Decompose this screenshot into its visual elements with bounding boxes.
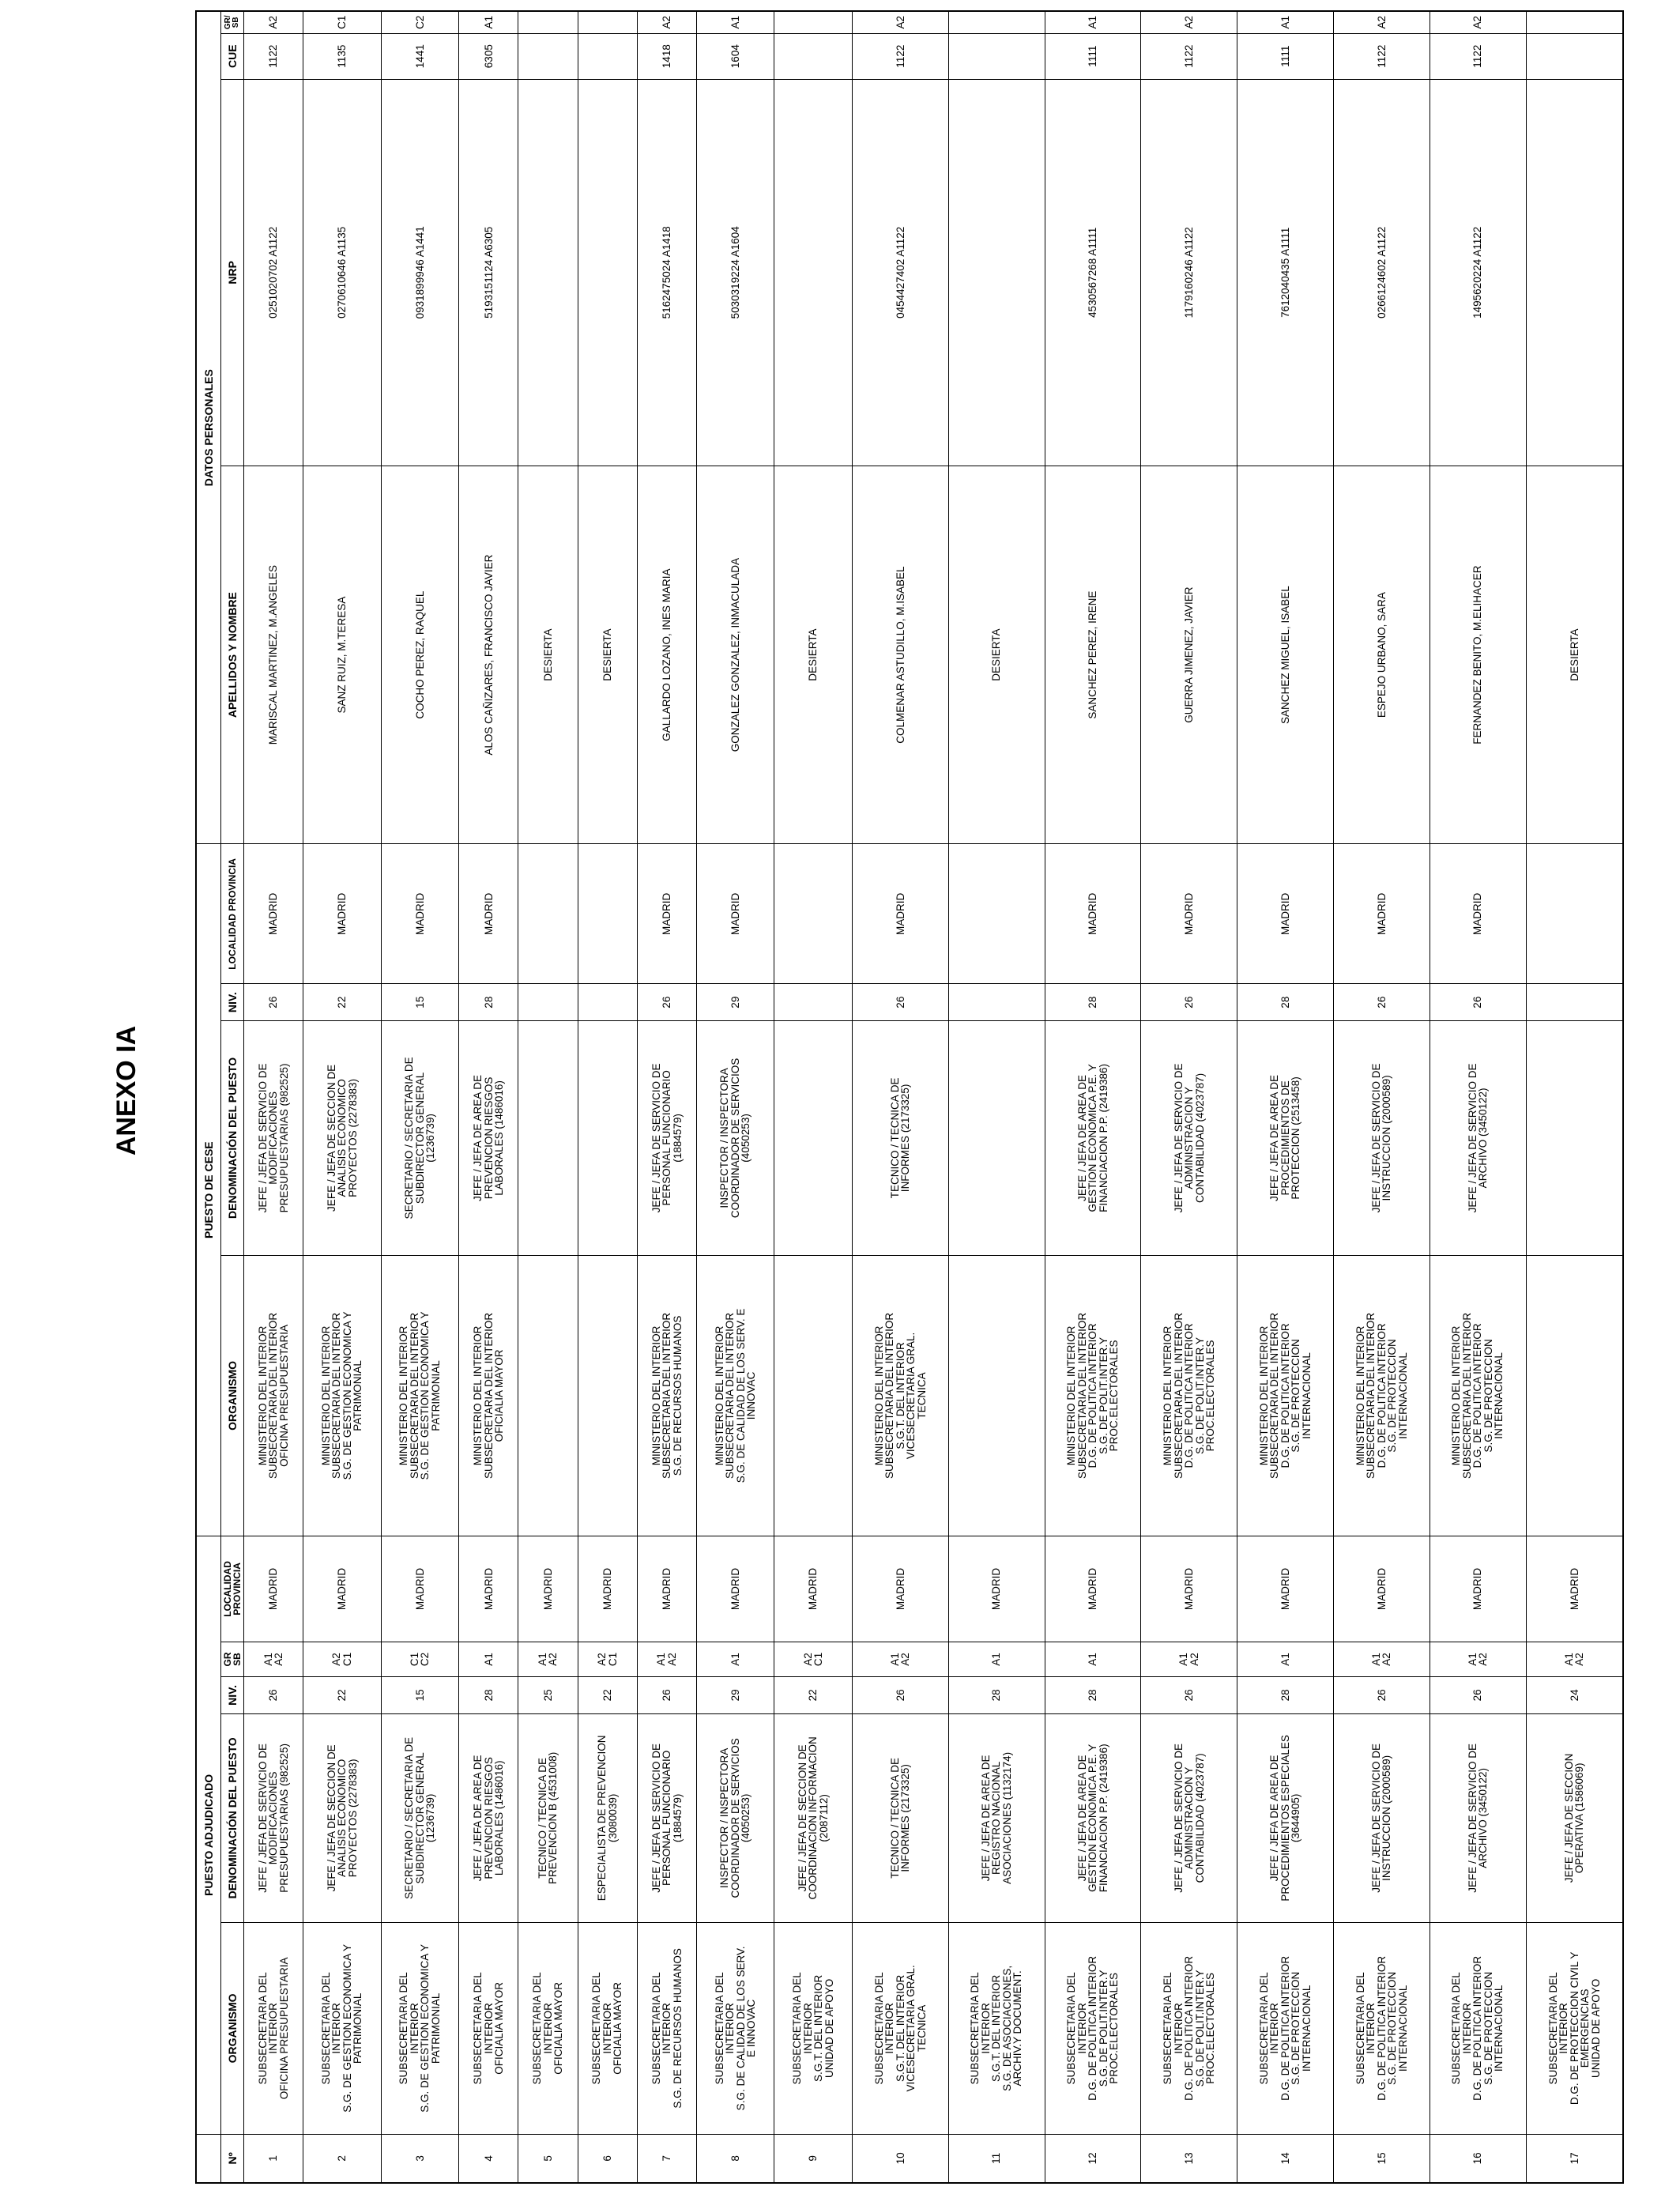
denominacion-cell: JEFE / JEFA DE SECCION DE COORDINACION INFORMACION (2087112) (774, 1713, 853, 1922)
nrp-cell (774, 79, 853, 466)
cese-niv-cell: 29 (696, 984, 774, 1021)
localidad-cell: MADRID (1526, 1536, 1623, 1642)
denominacion-cell: JEFE / JEFA DE SECCION DE ANALISIS ECONOMICO PROYECTOS (2278383) (303, 1713, 382, 1922)
denominacion-cell: INSPECTOR / INSPECTORA COORDINADOR DE SERVICIOS (4050253) (696, 1713, 774, 1922)
cese-organismo-cell: MINISTERIO DEL INTERIOR SUBSECRETARIA DEL INTERIOR D.G. DE POLITICA INTERIOR S.G. DE PROTECCION INTERNACIONAL (1430, 1255, 1526, 1536)
niv-cell: 22 (578, 1677, 637, 1714)
cese-organismo-cell: MINISTERIO DEL INTERIOR SUBSECRETARIA DEL INTERIOR S.G. DE RECURSOS HUMANOS (637, 1255, 696, 1536)
denominacion-cell: TECNICO / TECNICA DE INFORMES (2173325) (852, 1713, 948, 1922)
cue-cell (578, 33, 637, 79)
gr-sb-cell: A1 A2 (518, 1642, 578, 1676)
grsb-cell: A1 (459, 11, 518, 33)
apellidos-nombre-cell: GALLARDO LOZANO, INES MARIA (637, 466, 696, 844)
cese-denominacion-cell (948, 1020, 1045, 1255)
row-number: 15 (1334, 2134, 1430, 2183)
cese-niv-cell (774, 984, 853, 1021)
col-header-grsb-2: GR/ SB (221, 11, 244, 33)
localidad-cell: MADRID (518, 1536, 578, 1642)
cue-cell (774, 33, 853, 79)
row-number: 12 (1045, 2134, 1141, 2183)
organismo-cell: SUBSECRETARIA DEL INTERIOR D.G. DE POLITICA INTERIOR S.G. DE POLIT.INTER.Y PROC.ELECTORALES (1045, 1923, 1141, 2135)
cese-localidad-cell: MADRID (1237, 844, 1334, 984)
cue-cell: 1122 (244, 33, 303, 79)
cese-denominacion-cell: JEFE / JEFA DE SERVICIO DE MODIFICACIONES PRESUPUESTARIAS (982525) (244, 1020, 303, 1255)
gr-sb-cell: A2 C1 (303, 1642, 382, 1676)
nrp-cell (1526, 79, 1623, 466)
table-row (637, 11, 696, 2183)
localidad-cell: MADRID (244, 1536, 303, 1642)
grsb-cell: A2 (1430, 11, 1526, 33)
row-number: 5 (518, 2134, 578, 2183)
col-header-localidad: LOCALIDAD PROVINCIA (221, 1536, 244, 1642)
cese-organismo-cell (518, 1255, 578, 1536)
gr-sb-cell: A1 A2 (1430, 1642, 1526, 1676)
cese-organismo-cell (1526, 1255, 1623, 1536)
cese-organismo-cell: MINISTERIO DEL INTERIOR SUBSECRETARIA DEL INTERIOR D.G. DE POLITICA INTERIOR S.G. DE POLIT.INTER.Y PROC.ELECTORALES (1141, 1255, 1237, 1536)
rotated-page (195, 10, 1624, 2184)
row-number: 8 (696, 2134, 774, 2183)
denominacion-cell: ESPECIALISTA DE PREVENCION (3080039) (578, 1713, 637, 1922)
cue-cell: 1111 (1045, 33, 1141, 79)
nrp-cell: 5030319224 A1604 (696, 79, 774, 466)
cese-denominacion-cell: JEFE / JEFA DE SECCION DE ANALISIS ECONOMICO PROYECTOS (2278383) (303, 1020, 382, 1255)
cese-denominacion-cell: JEFE / JEFA DE AREA DE GESTION ECONOMICA P.E. Y FINANCIACION P.P. (2419386) (1045, 1020, 1141, 1255)
cese-organismo-cell: MINISTERIO DEL INTERIOR SUBSECRETARIA DEL INTERIOR D.G. DE POLITICA INTERIOR S.G. DE PROTECCION INTERNACIONAL (1237, 1255, 1334, 1536)
cese-organismo-cell (774, 1255, 853, 1536)
grsb-cell: C2 (381, 11, 459, 33)
document-title: ANEXO IA (111, 1025, 141, 1156)
apellidos-nombre-cell: GONZALEZ GONZALEZ, INMACULADA (696, 466, 774, 844)
localidad-cell: MADRID (1045, 1536, 1141, 1642)
gr-sb-cell: A1 (948, 1642, 1045, 1676)
gr-sb-cell: A1 A2 (1526, 1642, 1623, 1676)
nrp-cell: 7612040435 A1111 (1237, 79, 1334, 466)
organismo-cell: SUBSECRETARIA DEL INTERIOR D.G. DE PROTECCION CIVIL Y EMERGENCIAS UNIDAD DE APOYO (1526, 1923, 1623, 2135)
niv-cell: 25 (518, 1677, 578, 1714)
col-num-header-blank (196, 2134, 221, 2183)
niv-cell: 22 (774, 1677, 853, 1714)
organismo-cell: SUBSECRETARIA DEL INTERIOR OFICIALIA MAYOR (518, 1923, 578, 2135)
nrp-cell: 5162475024 A1418 (637, 79, 696, 466)
apellidos-nombre-cell: ALOS CAÑIZARES, FRANCISCO JAVIER (459, 466, 518, 844)
cue-cell: 1441 (381, 33, 459, 79)
grsb-cell: A2 (852, 11, 948, 33)
col-header-organismo: ORGANISMO (221, 1923, 244, 2135)
denominacion-cell: SECRETARIO / SECRETARIA DE SUBDIRECTOR GENERAL (1236739) (381, 1713, 459, 1922)
cese-localidad-cell (774, 844, 853, 984)
niv-cell: 28 (1045, 1677, 1141, 1714)
table-row (1430, 11, 1526, 2183)
cese-denominacion-cell (518, 1020, 578, 1255)
denominacion-cell: JEFE / JEFA DE SERVICIO DE PERSONAL FUNCIONARIO (1884579) (637, 1713, 696, 1922)
row-number: 7 (637, 2134, 696, 2183)
organismo-cell: SUBSECRETARIA DEL INTERIOR S.G. DE GESTION ECONOMICA Y PATRIMONIAL (303, 1923, 382, 2135)
grsb-cell (774, 11, 853, 33)
cue-cell: 1604 (696, 33, 774, 79)
localidad-cell: MADRID (1334, 1536, 1430, 1642)
niv-cell: 22 (303, 1677, 382, 1714)
gr-sb-cell: A1 A2 (1141, 1642, 1237, 1676)
cese-denominacion-cell: JEFE / JEFA DE SERVICIO DE ADMINISTRACION Y CONTABILIDAD (4023787) (1141, 1020, 1237, 1255)
cese-niv-cell (948, 984, 1045, 1021)
cese-denominacion-cell: SECRETARIO / SECRETARIA DE SUBDIRECTOR GENERAL (1236739) (381, 1020, 459, 1255)
cese-organismo-cell: MINISTERIO DEL INTERIOR SUBSECRETARIA DEL INTERIOR D.G. DE POLITICA INTERIOR S.G. DE POLIT.INTER.Y PROC.ELECTORALES (1045, 1255, 1141, 1536)
cese-localidad-cell (1526, 844, 1623, 984)
row-number: 16 (1430, 2134, 1526, 2183)
apellidos-nombre-cell: SANZ RUIZ, M.TERESA (303, 466, 382, 844)
apellidos-nombre-cell: DESIERTA (948, 466, 1045, 844)
table-row (459, 11, 518, 2183)
niv-cell: 24 (1526, 1677, 1623, 1714)
cese-localidad-cell: MADRID (381, 844, 459, 984)
grsb-cell: A2 (244, 11, 303, 33)
col-header-num: Nº (221, 2134, 244, 2183)
localidad-cell: MADRID (852, 1536, 948, 1642)
cese-localidad-cell (578, 844, 637, 984)
cue-cell: 1122 (1334, 33, 1430, 79)
niv-cell: 26 (244, 1677, 303, 1714)
table-row (381, 11, 459, 2183)
header-row-groups (196, 11, 221, 2183)
cese-organismo-cell: MINISTERIO DEL INTERIOR SUBSECRETARIA DEL INTERIOR S.G. DE CALIDAD DE LOS SERV. E INNOVAC (696, 1255, 774, 1536)
apellidos-nombre-cell: FERNANDEZ BENITO, M.ELIHACER (1430, 466, 1526, 844)
denominacion-cell: JEFE / JEFA DE SERVICIO DE ADMINISTRACION Y CONTABILIDAD (4023787) (1141, 1713, 1237, 1922)
denominacion-cell: JEFE / JEFA DE AREA DE PROCEDIMIENTOS ESPECIALES (3644905) (1237, 1713, 1334, 1922)
gr-sb-cell: A1 (1045, 1642, 1141, 1676)
cese-niv-cell: 28 (1237, 984, 1334, 1021)
row-number: 4 (459, 2134, 518, 2183)
apellidos-nombre-cell: COCHO PEREZ, RAQUEL (381, 466, 459, 844)
cese-organismo-cell: MINISTERIO DEL INTERIOR SUBSECRETARIA DEL INTERIOR S.G. DE GESTION ECONOMICA Y PATRIMONIAL (381, 1255, 459, 1536)
cese-localidad-cell: MADRID (244, 844, 303, 984)
cese-localidad-cell: MADRID (459, 844, 518, 984)
row-number: 3 (381, 2134, 459, 2183)
col-header-cue: CUE (221, 33, 244, 79)
organismo-cell: SUBSECRETARIA DEL INTERIOR S.G. DE RECURSOS HUMANOS (637, 1923, 696, 2135)
cese-denominacion-cell (578, 1020, 637, 1255)
cese-organismo-cell (578, 1255, 637, 1536)
apellidos-nombre-cell: ESPEJO URBANO, SARA (1334, 466, 1430, 844)
cese-niv-cell (518, 984, 578, 1021)
table-row (303, 11, 382, 2183)
cue-cell: 1122 (852, 33, 948, 79)
cue-cell (518, 33, 578, 79)
cese-organismo-cell (948, 1255, 1045, 1536)
organismo-cell: SUBSECRETARIA DEL INTERIOR D.G. DE POLITICA INTERIOR S.G. DE PROTECCION INTERNACIONAL (1237, 1923, 1334, 2135)
cese-organismo-cell: MINISTERIO DEL INTERIOR SUBSECRETARIA DEL INTERIOR OFICINA PRESUPUESTARIA (244, 1255, 303, 1536)
col-header-cese-denominacion: DENOMINACIÓN DEL PUESTO (221, 1020, 244, 1255)
cese-organismo-cell: MINISTERIO DEL INTERIOR SUBSECRETARIA DEL INTERIOR S.G.T. DEL INTERIOR VICESECRETARIA GRAL. TECNICA (852, 1255, 948, 1536)
niv-cell: 29 (696, 1677, 774, 1714)
localidad-cell: MADRID (774, 1536, 853, 1642)
localidad-cell: MADRID (578, 1536, 637, 1642)
cue-cell: 1418 (637, 33, 696, 79)
col-header-cese-localidad: LOCALIDAD PROVINCIA (221, 844, 244, 984)
table-row (518, 11, 578, 2183)
localidad-cell: MADRID (381, 1536, 459, 1642)
grsb-cell: C1 (303, 11, 382, 33)
cese-localidad-cell: MADRID (303, 844, 382, 984)
cese-denominacion-cell: JEFE / JEFA DE SERVICIO DE INSTRUCCION (2000589) (1334, 1020, 1430, 1255)
cese-organismo-cell: MINISTERIO DEL INTERIOR SUBSECRETARIA DEL INTERIOR OFICIALIA MAYOR (459, 1255, 518, 1536)
table-row (852, 11, 948, 2183)
grsb-cell: A1 (696, 11, 774, 33)
table-body (244, 11, 1624, 2183)
localidad-cell: MADRID (696, 1536, 774, 1642)
nrp-cell (948, 79, 1045, 466)
anexo-table (195, 10, 1624, 2184)
cue-cell (1526, 33, 1623, 79)
cue-cell: 1111 (1237, 33, 1334, 79)
apellidos-nombre-cell: MARISCAL MARTINEZ, M.ANGELES (244, 466, 303, 844)
cese-denominacion-cell (1526, 1020, 1623, 1255)
row-number: 17 (1526, 2134, 1623, 2183)
table-row (1237, 11, 1334, 2183)
apellidos-nombre-cell: DESIERTA (518, 466, 578, 844)
group-header-puesto-cese: PUESTO DE CESE (196, 844, 221, 1536)
cese-localidad-cell: MADRID (1334, 844, 1430, 984)
cese-localidad-cell (518, 844, 578, 984)
cese-niv-cell: 26 (637, 984, 696, 1021)
group-header-puesto-adjudicado: PUESTO ADJUDICADO (196, 1536, 221, 2134)
apellidos-nombre-cell: DESIERTA (1526, 466, 1623, 844)
apellidos-nombre-cell: GUERRA JIMENEZ, JAVIER (1141, 466, 1237, 844)
table-row (774, 11, 853, 2183)
row-number: 11 (948, 2134, 1045, 2183)
gr-sb-cell: A1 (459, 1642, 518, 1676)
organismo-cell: SUBSECRETARIA DEL INTERIOR S.G.T. DEL INTERIOR VICESECRETARIA GRAL. TECNICA (852, 1923, 948, 2135)
cese-niv-cell: 28 (1045, 984, 1141, 1021)
apellidos-nombre-cell: SANCHEZ MIGUEL, ISABEL (1237, 466, 1334, 844)
cue-cell: 1122 (1430, 33, 1526, 79)
cese-denominacion-cell: INSPECTOR / INSPECTORA COORDINADOR DE SERVICIOS (4050253) (696, 1020, 774, 1255)
denominacion-cell: JEFE / JEFA DE AREA DE REGISTRO NACIONAL ASOCIACIONES (1132174) (948, 1713, 1045, 1922)
grsb-cell: A2 (637, 11, 696, 33)
niv-cell: 28 (948, 1677, 1045, 1714)
table-row (948, 11, 1045, 2183)
cese-denominacion-cell: JEFE / JEFA DE SERVICIO DE PERSONAL FUNCIONARIO (1884579) (637, 1020, 696, 1255)
organismo-cell: SUBSECRETARIA DEL INTERIOR S.G.T. DEL INTERIOR S.G. DE ASOCIACIONES, ARCHIV.Y DOCUMENT. (948, 1923, 1045, 2135)
gr-sb-cell: A1 A2 (1334, 1642, 1430, 1676)
gr-sb-cell: A1 A2 (637, 1642, 696, 1676)
gr-sb-cell: A2 C1 (578, 1642, 637, 1676)
cue-cell: 6305 (459, 33, 518, 79)
grsb-cell: A2 (1141, 11, 1237, 33)
organismo-cell: SUBSECRETARIA DEL INTERIOR S.G.T. DEL INTERIOR UNIDAD DE APOYO (774, 1923, 853, 2135)
col-header-gr-sb: GR SB (221, 1642, 244, 1676)
gr-sb-cell: A1 (1237, 1642, 1334, 1676)
row-number: 13 (1141, 2134, 1237, 2183)
cue-cell (948, 33, 1045, 79)
denominacion-cell: JEFE / JEFA DE SERVICIO DE INSTRUCCION (2000589) (1334, 1713, 1430, 1922)
organismo-cell: SUBSECRETARIA DEL INTERIOR D.G. DE POLITICA INTERIOR S.G. DE PROTECCION INTERNACIONAL (1334, 1923, 1430, 2135)
col-header-cese-organismo: ORGANISMO (221, 1255, 244, 1536)
grsb-cell: A1 (1045, 11, 1141, 33)
nrp-cell: 0251020702 A1122 (244, 79, 303, 466)
organismo-cell: SUBSECRETARIA DEL INTERIOR OFICIALIA MAYOR (459, 1923, 518, 2135)
apellidos-nombre-cell: DESIERTA (578, 466, 637, 844)
niv-cell: 26 (852, 1677, 948, 1714)
organismo-cell: SUBSECRETARIA DEL INTERIOR S.G. DE CALIDAD DE LOS SERV. E INNOVAC (696, 1923, 774, 2135)
niv-cell: 15 (381, 1677, 459, 1714)
niv-cell: 28 (1237, 1677, 1334, 1714)
organismo-cell: SUBSECRETARIA DEL INTERIOR D.G. DE POLITICA INTERIOR S.G. DE POLIT.INTER.Y PROC.ELECTORALES (1141, 1923, 1237, 2135)
cese-denominacion-cell: JEFE / JEFA DE AREA DE PROCEDIMIENTOS DE PROTECCION (2513458) (1237, 1020, 1334, 1255)
row-number: 10 (852, 2134, 948, 2183)
apellidos-nombre-cell: SANCHEZ PEREZ, IRENE (1045, 466, 1141, 844)
localidad-cell: MADRID (303, 1536, 382, 1642)
denominacion-cell: JEFE / JEFA DE AREA DE PREVENCION RIESGOS LABORALES (1486016) (459, 1713, 518, 1922)
cese-niv-cell: 26 (1430, 984, 1526, 1021)
cese-niv-cell: 15 (381, 984, 459, 1021)
gr-sb-cell: A2 C1 (774, 1642, 853, 1676)
row-number: 6 (578, 2134, 637, 2183)
niv-cell: 26 (1141, 1677, 1237, 1714)
row-number: 2 (303, 2134, 382, 2183)
grsb-cell: A1 (1237, 11, 1334, 33)
grsb-cell (948, 11, 1045, 33)
cese-localidad-cell: MADRID (696, 844, 774, 984)
table-row (244, 11, 303, 2183)
col-header-apellidos-nombre: APELLIDOS Y NOMBRE (221, 466, 244, 844)
grsb-cell (1526, 11, 1623, 33)
col-header-niv: NIV. (221, 1677, 244, 1714)
col-header-nrp: NRP (221, 79, 244, 466)
nrp-cell (518, 79, 578, 466)
cese-niv-cell: 26 (852, 984, 948, 1021)
organismo-cell: SUBSECRETARIA DEL INTERIOR D.G. DE POLITICA INTERIOR S.G. DE PROTECCION INTERNACIONAL (1430, 1923, 1526, 2135)
denominacion-cell: JEFE / JEFA DE SECCION OPERATIVA (1586069) (1526, 1713, 1623, 1922)
cese-localidad-cell: MADRID (637, 844, 696, 984)
cese-niv-cell: 22 (303, 984, 382, 1021)
grsb-cell: A2 (1334, 11, 1430, 33)
localidad-cell: MADRID (1237, 1536, 1334, 1642)
grsb-cell (518, 11, 578, 33)
cese-localidad-cell: MADRID (852, 844, 948, 984)
localidad-cell: MADRID (1141, 1536, 1237, 1642)
cese-niv-cell (1526, 984, 1623, 1021)
cese-localidad-cell: MADRID (1045, 844, 1141, 984)
table-row (1045, 11, 1141, 2183)
niv-cell: 26 (1334, 1677, 1430, 1714)
cue-cell: 1135 (303, 33, 382, 79)
cese-niv-cell: 26 (1141, 984, 1237, 1021)
nrp-cell: 0270610646 A1135 (303, 79, 382, 466)
row-number: 9 (774, 2134, 853, 2183)
denominacion-cell: JEFE / JEFA DE SERVICIO DE MODIFICACIONES PRESUPUESTARIAS (982525) (244, 1713, 303, 1922)
denominacion-cell: JEFE / JEFA DE AREA DE GESTION ECONOMICA P.E. Y FINANCIACION P.P. (2419386) (1045, 1713, 1141, 1922)
group-header-datos-personales: DATOS PERSONALES (196, 11, 221, 844)
denominacion-cell: TECNICO / TECNICA DE PREVENCION B (4531008) (518, 1713, 578, 1922)
cese-denominacion-cell (774, 1020, 853, 1255)
organismo-cell: SUBSECRETARIA DEL INTERIOR S.G. DE GESTION ECONOMICA Y PATRIMONIAL (381, 1923, 459, 2135)
localidad-cell: MADRID (459, 1536, 518, 1642)
organismo-cell: SUBSECRETARIA DEL INTERIOR OFICIALIA MAYOR (578, 1923, 637, 2135)
cese-localidad-cell: MADRID (1141, 844, 1237, 984)
localidad-cell: MADRID (637, 1536, 696, 1642)
row-number: 14 (1237, 2134, 1334, 2183)
table-row (696, 11, 774, 2183)
cese-organismo-cell: MINISTERIO DEL INTERIOR SUBSECRETARIA DEL INTERIOR S.G. DE GESTION ECONOMICA Y PATRIMONIAL (303, 1255, 382, 1536)
cese-denominacion-cell: JEFE / JEFA DE AREA DE PREVENCION RIESGOS LABORALES (1486016) (459, 1020, 518, 1255)
apellidos-nombre-cell: DESIERTA (774, 466, 853, 844)
cese-organismo-cell: MINISTERIO DEL INTERIOR SUBSECRETARIA DEL INTERIOR D.G. DE POLITICA INTERIOR S.G. DE PROTECCION INTERNACIONAL (1334, 1255, 1430, 1536)
grsb-cell (578, 11, 637, 33)
cese-niv-cell: 26 (244, 984, 303, 1021)
niv-cell: 26 (1430, 1677, 1526, 1714)
table-row (1526, 11, 1623, 2183)
nrp-cell: 0266124602 A1122 (1334, 79, 1430, 466)
header-row-columns (221, 11, 244, 2183)
cese-niv-cell: 28 (459, 984, 518, 1021)
organismo-cell: SUBSECRETARIA DEL INTERIOR OFICINA PRESUPUESTARIA (244, 1923, 303, 2135)
nrp-cell: 4530567268 A1111 (1045, 79, 1141, 466)
niv-cell: 26 (637, 1677, 696, 1714)
row-number: 1 (244, 2134, 303, 2183)
cue-cell: 1122 (1141, 33, 1237, 79)
table-row (1141, 11, 1237, 2183)
gr-sb-cell: A1 A2 (852, 1642, 948, 1676)
localidad-cell: MADRID (948, 1536, 1045, 1642)
nrp-cell: 0931899946 A1441 (381, 79, 459, 466)
nrp-cell: 5193151124 A6305 (459, 79, 518, 466)
cese-niv-cell: 26 (1334, 984, 1430, 1021)
nrp-cell: 1495620224 A1122 (1430, 79, 1526, 466)
cese-niv-cell (578, 984, 637, 1021)
gr-sb-cell: A1 A2 (244, 1642, 303, 1676)
cese-denominacion-cell: TECNICO / TECNICA DE INFORMES (2173325) (852, 1020, 948, 1255)
col-header-denominacion: DENOMINACIÓN DEL PUESTO (221, 1713, 244, 1922)
niv-cell: 28 (459, 1677, 518, 1714)
gr-sb-cell: C1 C2 (381, 1642, 459, 1676)
nrp-cell: 1179160246 A1122 (1141, 79, 1237, 466)
table-row (578, 11, 637, 2183)
gr-sb-cell: A1 (696, 1642, 774, 1676)
nrp-cell: 0454427402 A1122 (852, 79, 948, 466)
cese-denominacion-cell: JEFE / JEFA DE SERVICIO DE ARCHIVO (3450122) (1430, 1020, 1526, 1255)
apellidos-nombre-cell: COLMENAR ASTUDILLO, M.ISABEL (852, 466, 948, 844)
cese-localidad-cell (948, 844, 1045, 984)
denominacion-cell: JEFE / JEFA DE SERVICIO DE ARCHIVO (3450122) (1430, 1713, 1526, 1922)
cese-localidad-cell: MADRID (1430, 844, 1526, 984)
table-row (1334, 11, 1430, 2183)
col-header-cese-niv: NIV. (221, 984, 244, 1021)
nrp-cell (578, 79, 637, 466)
localidad-cell: MADRID (1430, 1536, 1526, 1642)
